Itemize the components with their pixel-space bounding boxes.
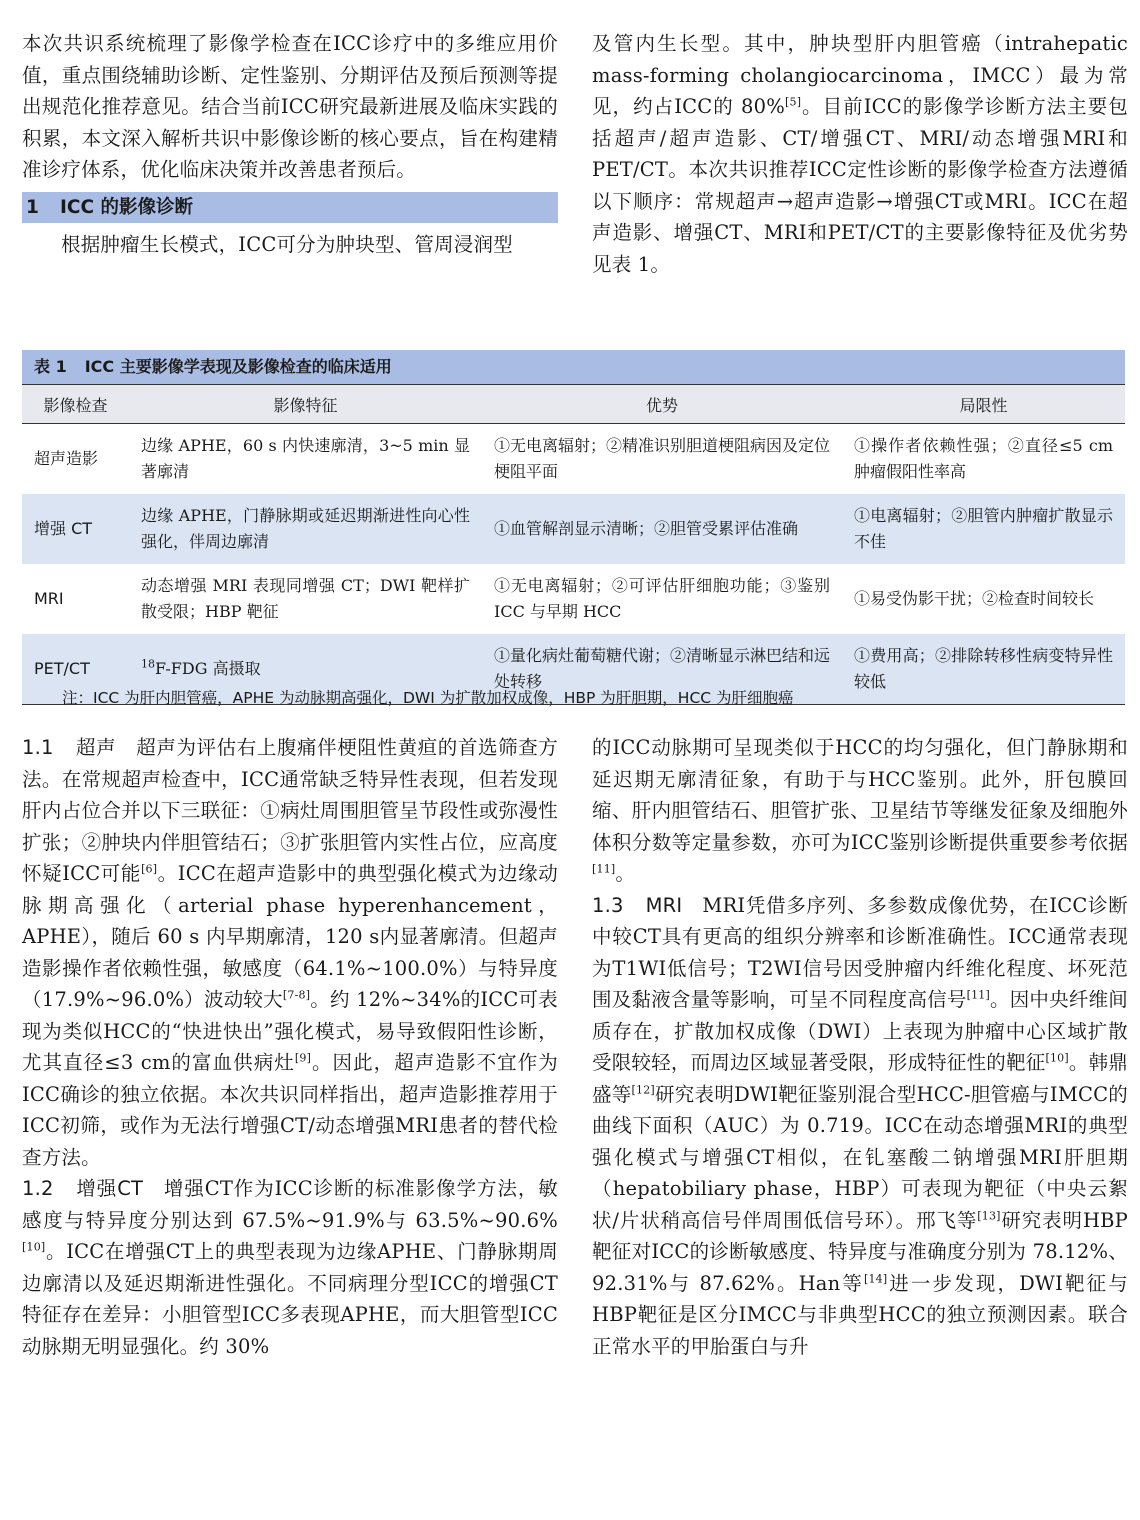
citation: [10] — [22, 1240, 46, 1254]
top-right-column — [592, 28, 1128, 280]
table-caption — [22, 350, 1125, 384]
text-run: 。目前ICC的影像学诊断方法主要包括超声/超声造影、CT/增强CT、MRI/动态增强MRI和PET/CT。本次共识推荐ICC定性诊断的影像学检查方法遵循以下顺序：常规超声→超声造影→增强CT或MRI。ICC在超声造影、增强CT、MRI和PET/CT的主要影像特征及优劣势见表 1。 — [592, 95, 1129, 276]
citation: [12] — [631, 1083, 655, 1096]
exam-cell: MRI — [34, 589, 64, 608]
subsection-heading — [22, 1177, 163, 1200]
header-cell: 优势 — [482, 385, 842, 424]
advantage-cell: ①量化病灶葡萄糖代谢；②清晰显示淋巴结和远处转移 — [482, 634, 842, 705]
top-left-column — [22, 28, 558, 260]
section-title: ICC 的影像诊断 — [60, 196, 193, 218]
section-heading — [22, 192, 558, 223]
mri-paragraph — [592, 890, 1128, 1363]
bottom-right-column — [592, 732, 1128, 1362]
text-run: 研究表明HBP靶征对ICC的诊断敏感度、特异度与准确度分别为 78.12%、92.31%与 87.62%。Han等 — [592, 1208, 1128, 1295]
exam-cell: PET/CT — [22, 634, 129, 705]
text-run: 。 — [615, 862, 636, 885]
table-row — [22, 424, 1125, 495]
exam-cell: 增强 CT — [22, 494, 129, 564]
limitation-cell: ①费用高；②排除转移性病变特异性较低 — [842, 634, 1125, 705]
citation: [5] — [785, 95, 802, 109]
text-run: 。ICC在增强CT上的典型表现为边缘APHE、门静脉期周边廓清以及延迟期渐进性强化。不同病理分型ICC的增强CT特征存在差异：小胆管型ICC多表现APHE，而大胆管型ICC动脉期无明显强化。约 30% — [22, 1240, 558, 1358]
ct-continued-paragraph — [592, 732, 1128, 890]
citation: [7-8] — [282, 988, 311, 1002]
text-run: 研究表明DWI靶征鉴别混合型HCC-胆管癌与IMCC的曲线下面积（AUC）为 0.719。ICC在动态增强MRI的典型强化模式与增强CT相似，在钆塞酸二钠增强MRI肝胆期（hepatobiliary phase，HBP）可表现为靶征（中央云絮状/片状稍高信号伴周围低信号环）。邢飞等 — [592, 1082, 1128, 1232]
text-run: 。约 12%~34%的ICC可表现为类似HCC的“快进快出”强化模式，易导致假阳性诊断，尤其直径≤3 cm的富血供病灶 — [22, 988, 558, 1074]
subsection-heading — [22, 736, 136, 759]
feature-cell: 边缘 APHE，60 s 内快速廓清，3~5 min 显著廓清 — [141, 436, 470, 481]
ultrasound-paragraph — [22, 732, 558, 1173]
text-run: 进一步发现，DWI靶征与HBP靶征是区分IMCC与非典型HCC的独立预测因素。联合正常水平的甲胎蛋白与升 — [592, 1271, 1128, 1358]
citation: [11] — [592, 862, 616, 876]
ct-paragraph — [22, 1173, 558, 1362]
table-1 — [22, 350, 1125, 705]
feature-cell: 边缘 APHE，门静脉期或延迟期渐进性向心性强化，伴周边廓清 — [129, 494, 482, 564]
feature-text: F-FDG 高摄取 — [155, 659, 261, 678]
feature-cell: 动态增强 MRI 表现同增强 CT；DWI 靶样扩散受限；HBP 靶征 — [141, 576, 470, 621]
subsection-title: 增强CT — [75, 1177, 144, 1200]
exam-cell: 超声造影 — [34, 449, 99, 468]
citation: [13] — [977, 1209, 1001, 1222]
subsection-title: MRI — [645, 893, 683, 917]
subsection-heading — [592, 894, 702, 917]
text-run: 。因中央纤维间质存在，扩散加权成像（DWI）上表现为肿瘤中心区域扩散受限较轻，而周边区域显著受限，形成特征性的靶征 — [592, 988, 1128, 1074]
text-run: 及管内生长型。其中，肿块型肝内胆管癌（intrahepatic mass-forming cholangiocarcinoma，IMCC）最为常见，约占ICC的 80% — [592, 32, 1128, 118]
growth-paragraph: 根据肿瘤生长模式，ICC可分为肿块型、管周浸润型 — [61, 232, 513, 256]
limitation-cell: ①易受伪影干扰；②检查时间较长 — [854, 589, 1095, 608]
table-row — [22, 564, 1125, 634]
header-cell: 局限性 — [842, 385, 1125, 424]
header-cell: 影像检查 — [22, 385, 129, 424]
text-run: 。韩鼎盛等 — [592, 1051, 1128, 1106]
intro-paragraph: 本次共识系统梳理了影像学检查在ICC诊疗中的多维应用价值，重点围绕辅助诊断、定性鉴别、分期评估及预后预测等提出规范化推荐意见。结合当前ICC研究最新进展及临床实践的积累，本文深入解析共识中影像诊断的核心要点，旨在构建精准诊疗体系，优化临床决策并改善患者预后。 — [22, 32, 558, 181]
advantage-cell: ①无电离辐射；②可评估肝细胞功能；③鉴别 ICC 与早期 HCC — [494, 576, 830, 621]
text-run: 的ICC动脉期可呈现类似于HCC的均匀强化，但门静脉期和延迟期无廓清征象，有助于与HCC鉴别。此外，肝包膜回缩、肝内胆管结石、胆管扩张、卫星结节等继发征象及细胞外体积分数等定量参数，亦可为ICC鉴别诊断提供重要参考依据 — [592, 736, 1128, 854]
citation: [10] — [1045, 1051, 1069, 1065]
text-run: MRI凭借多序列、多参数成像优势，在ICC诊断中较CT具有更高的组织分辨率和诊断准确性。ICC通常表现为T1WI低信号；T2WI信号因受肿瘤内纤维化程度、坏死范围及黏液含量等影响，可呈不同程度高信号 — [592, 893, 1128, 1011]
citation: [14] — [863, 1272, 888, 1285]
classification-paragraph — [592, 28, 1128, 280]
subsection-number: 1.3 — [592, 893, 624, 917]
limitation-cell: ①操作者依赖性强；②直径≤5 cm 肿瘤假阳性率高 — [854, 436, 1113, 481]
header-cell: 影像特征 — [129, 385, 482, 424]
table-note: 注：ICC 为肝内胆管癌，APHE 为动脉期高强化，DWI 为扩散加权成像，HBP 为肝胆期，HCC 为肝细胞癌 — [62, 689, 794, 707]
text-run: 。因此，超声造影不宜作为ICC确诊的独立依据。本次共识同样指出，超声造影推荐用于ICC初筛，或作为无法行增强CT/动态增强MRI患者的替代检查方法。 — [22, 1051, 559, 1169]
bottom-left-column — [22, 732, 558, 1362]
citation: [9] — [294, 1051, 312, 1065]
text-run: 增强CT作为ICC诊断的标准影像学方法，敏感度与特异度分别达到 67.5%~91.9%与 63.5%~90.6% — [22, 1177, 559, 1232]
subsection-title: 超声 — [75, 736, 117, 759]
subsection-number: 1.1 — [22, 736, 54, 759]
limitation-cell: ①电离辐射；②胆管内肿瘤扩散显示不佳 — [842, 494, 1125, 564]
text-run: 超声为评估右上腹痛伴梗阻性黄疸的首选筛查方法。在常规超声检查中，ICC通常缺乏特异性表现，但若发现肝内占位合并以下三联征：①病灶周围胆管呈节段性或弥漫性扩张；②肿块内伴胆管结石；③扩张胆管内实性占位，应高度怀疑ICC可能 — [22, 736, 558, 885]
isotope-superscript: 18 — [141, 657, 155, 671]
imaging-table — [22, 384, 1125, 705]
table-row — [22, 494, 1125, 564]
table-title: ICC 主要影像学表现及影像检查的临床适用 — [84, 357, 392, 376]
table-header-row — [22, 385, 1125, 424]
advantage-cell: ①血管解剖显示清晰；②胆管受累评估准确 — [482, 494, 842, 564]
table-number: 表 1 — [34, 357, 67, 376]
subsection-number: 1.2 — [22, 1177, 54, 1200]
citation: [11] — [966, 988, 990, 1002]
text-run: 。ICC在超声造影中的典型强化模式为边缘动脉期高强化（arterial phase hyperenhancement，APHE），随后 60 s 内早期廓清，120 s内显著廓清。但超声造影操作者依赖性强，敏感度（64.1%~100.0%）与特异度（17.9%~96.0%）波动较大 — [22, 862, 558, 1011]
citation: [6] — [141, 862, 158, 876]
section-number: 1 — [26, 196, 39, 218]
advantage-cell: ①无电离辐射；②精准识别胆道梗阻病因及定位梗阻平面 — [494, 436, 831, 481]
